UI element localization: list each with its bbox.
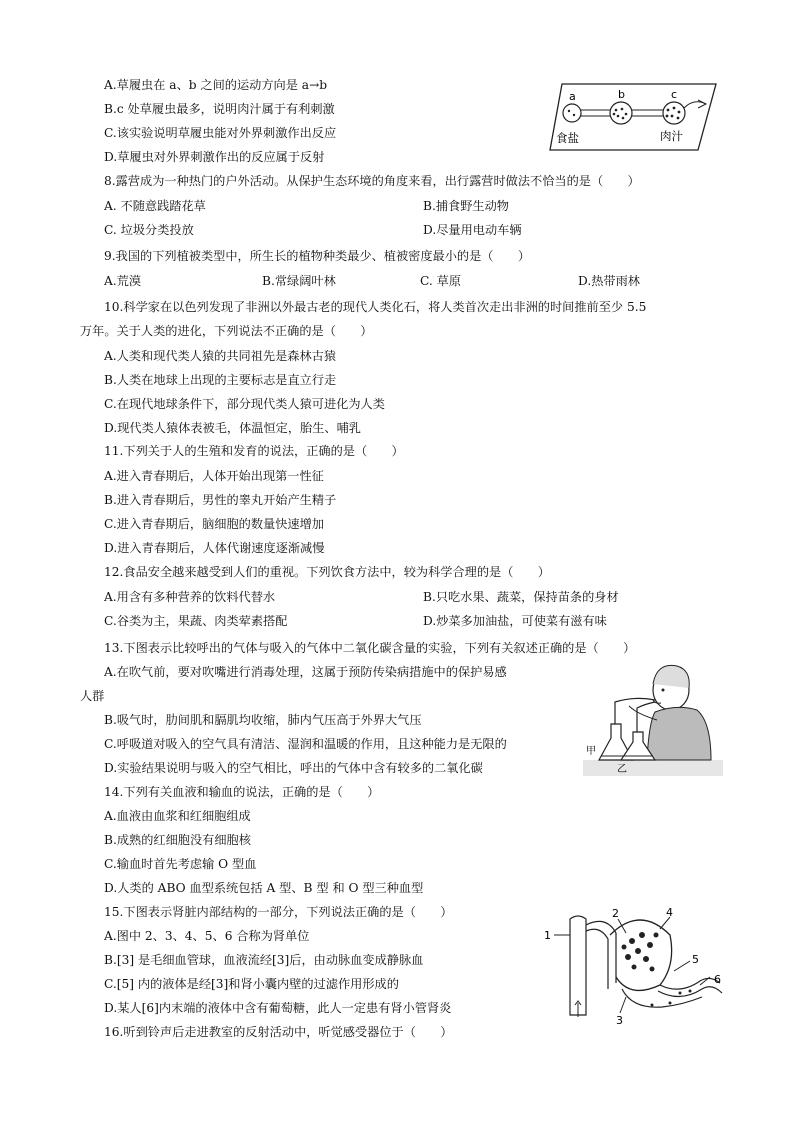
q14-option-b: B.成熟的红细胞没有细胞核	[104, 833, 251, 847]
q7-option-d: D.草履虫对外界刺激作出的反应属于反射	[104, 150, 325, 164]
q13-option-d: D.实验结果说明与吸入的空气相比，呼出的气体中含有较多的二氧化碳	[104, 761, 483, 775]
q12-option-c: C.谷类为主，果蔬、肉类荤素搭配	[104, 614, 288, 628]
q13-option-a-line2: 人群	[80, 689, 105, 703]
q14-option-a: A.血液由血浆和红细胞组成	[104, 809, 251, 823]
q11-option-d: D.进入青春期后，人体代谢速度逐渐减慢	[104, 541, 325, 555]
label-jia: 甲	[586, 746, 596, 757]
q8-option-d: D.尽量用电动车辆	[423, 223, 522, 237]
label-c: c	[671, 88, 678, 101]
q9-option-a: A.荒漠	[104, 274, 142, 288]
q9-option-b: B.常绿阔叶林	[262, 274, 336, 288]
q15-option-a: A.图中 2、3、4、5、6 合称为肾单位	[104, 929, 310, 943]
q7-option-a: A.草履虫在 a、b 之间的运动方向是 a→b	[104, 78, 328, 92]
q15-option-d: D.某人[6]内末端的液体中含有葡萄糖，此人一定患有肾小管肾炎	[104, 1001, 452, 1015]
q8-stem: 8.露营成为一种热门的户外活动。从保护生态环境的角度来看，出行露营时做法不恰当的是（ ）	[104, 174, 640, 188]
q15-option-b: B.[3] 是毛细血管球，血液流经[3]后，由动脉血变成静脉血	[104, 953, 424, 967]
q9-option-c: C. 草原	[420, 274, 462, 288]
label-5: 5	[692, 953, 699, 966]
q9-stem: 9.我国的下列植被类型中，所生长的植物种类最少、植被密度最小的是（ ）	[104, 249, 531, 263]
q11-option-b: B.进入青春期后，男性的睾丸开始产生精子	[104, 493, 337, 507]
label-salt: 食盐	[556, 131, 579, 145]
label-broth: 肉汁	[660, 129, 683, 143]
q15-nephron-figure	[540, 905, 730, 1027]
q13-option-a-line1: A.在吹气前，要对吹嘴进行消毒处理，这属于预防传染病措施中的保护易感	[104, 665, 507, 679]
q8-option-b: B.捕食野生动物	[423, 199, 509, 213]
label-4: 4	[666, 906, 673, 919]
q10-option-b: B.人类在地球上出现的主要标志是直立行走	[104, 373, 337, 387]
q7-option-b: B.c 处草履虫最多，说明肉汁属于有利刺激	[104, 102, 335, 116]
q12-option-b: B.只吃水果、蔬菜，保持苗条的身材	[423, 590, 619, 604]
q10-option-c: C.在现代地球条件下，部分现代类人猿可进化为人类	[104, 397, 385, 411]
q11-stem: 11.下列关于人的生殖和发育的说法，正确的是（ ）	[104, 444, 404, 458]
q10-option-a: A.人类和现代类人猿的共同祖先是森林古猿	[104, 349, 337, 363]
q12-option-a: A.用含有多种营养的饮料代替水	[104, 590, 276, 604]
label-2: 2	[612, 907, 619, 920]
q8-option-c: C. 垃圾分类投放	[104, 223, 194, 237]
q7-option-c: C.该实验说明草履虫能对外界刺激作出反应	[104, 126, 337, 140]
label-1: 1	[544, 929, 551, 942]
q13-stem: 13.下图表示比较呼出的气体与吸入的气体中二氧化碳含量的实验，下列有关叙述正确的是（ ）	[104, 641, 636, 655]
q16-stem: 16.听到铃声后走进教室的反射活动中，听觉感受器位于（ ）	[104, 1025, 453, 1039]
q7-paramecium-figure	[548, 80, 720, 156]
label-3: 3	[616, 1014, 623, 1027]
q11-option-a: A.进入青春期后，人体开始出现第一性征	[104, 469, 324, 483]
q14-option-d: D.人类的 ABO 血型系统包括 A 型、B 型 和 O 型三种血型	[104, 881, 424, 895]
q10-stem-line1: 10.科学家在以色列发现了非洲以外最古老的现代人类化石，将人类首次走出非洲的时间推前至少 5.5	[104, 300, 647, 314]
q13-breathing-figure	[583, 660, 723, 776]
q10-stem-line2: 万年。关于人类的进化，下列说法不正确的是（ ）	[80, 324, 373, 338]
q9-option-d: D.热带雨林	[578, 274, 640, 288]
q13-option-b: B.吸气时，肋间肌和膈肌均收缩，肺内气压高于外界大气压	[104, 713, 422, 727]
label-yi: 乙	[617, 764, 627, 775]
q14-option-c: C.输血时首先考虑输 O 型血	[104, 857, 257, 871]
q11-option-c: C.进入青春期后，脑细胞的数量快速增加	[104, 517, 324, 531]
label-b: b	[618, 88, 625, 101]
q15-option-c: C.[5] 内的液体是经[3]和肾小囊内壁的过滤作用形成的	[104, 977, 399, 991]
q8-option-a: A. 不随意践踏花草	[104, 199, 206, 213]
q12-stem: 12.食品安全越来越受到人们的重视。下列饮食方法中，较为科学合理的是（ ）	[104, 565, 550, 579]
q10-option-d: D.现代类人猿体表被毛，体温恒定，胎生、哺乳	[104, 421, 361, 435]
q15-stem: 15.下图表示肾脏内部结构的一部分，下列说法正确的是（ ）	[104, 905, 453, 919]
q12-option-d: D.炒菜多加油盐，可使菜有滋有味	[423, 614, 607, 628]
q14-stem: 14.下列有关血液和输血的说法，正确的是（ ）	[104, 785, 380, 799]
q13-option-c: C.呼吸道对吸入的空气具有清洁、湿润和温暖的作用，且这种能力是无限的	[104, 737, 507, 751]
label-a: a	[569, 90, 576, 103]
label-6: 6	[714, 973, 721, 986]
